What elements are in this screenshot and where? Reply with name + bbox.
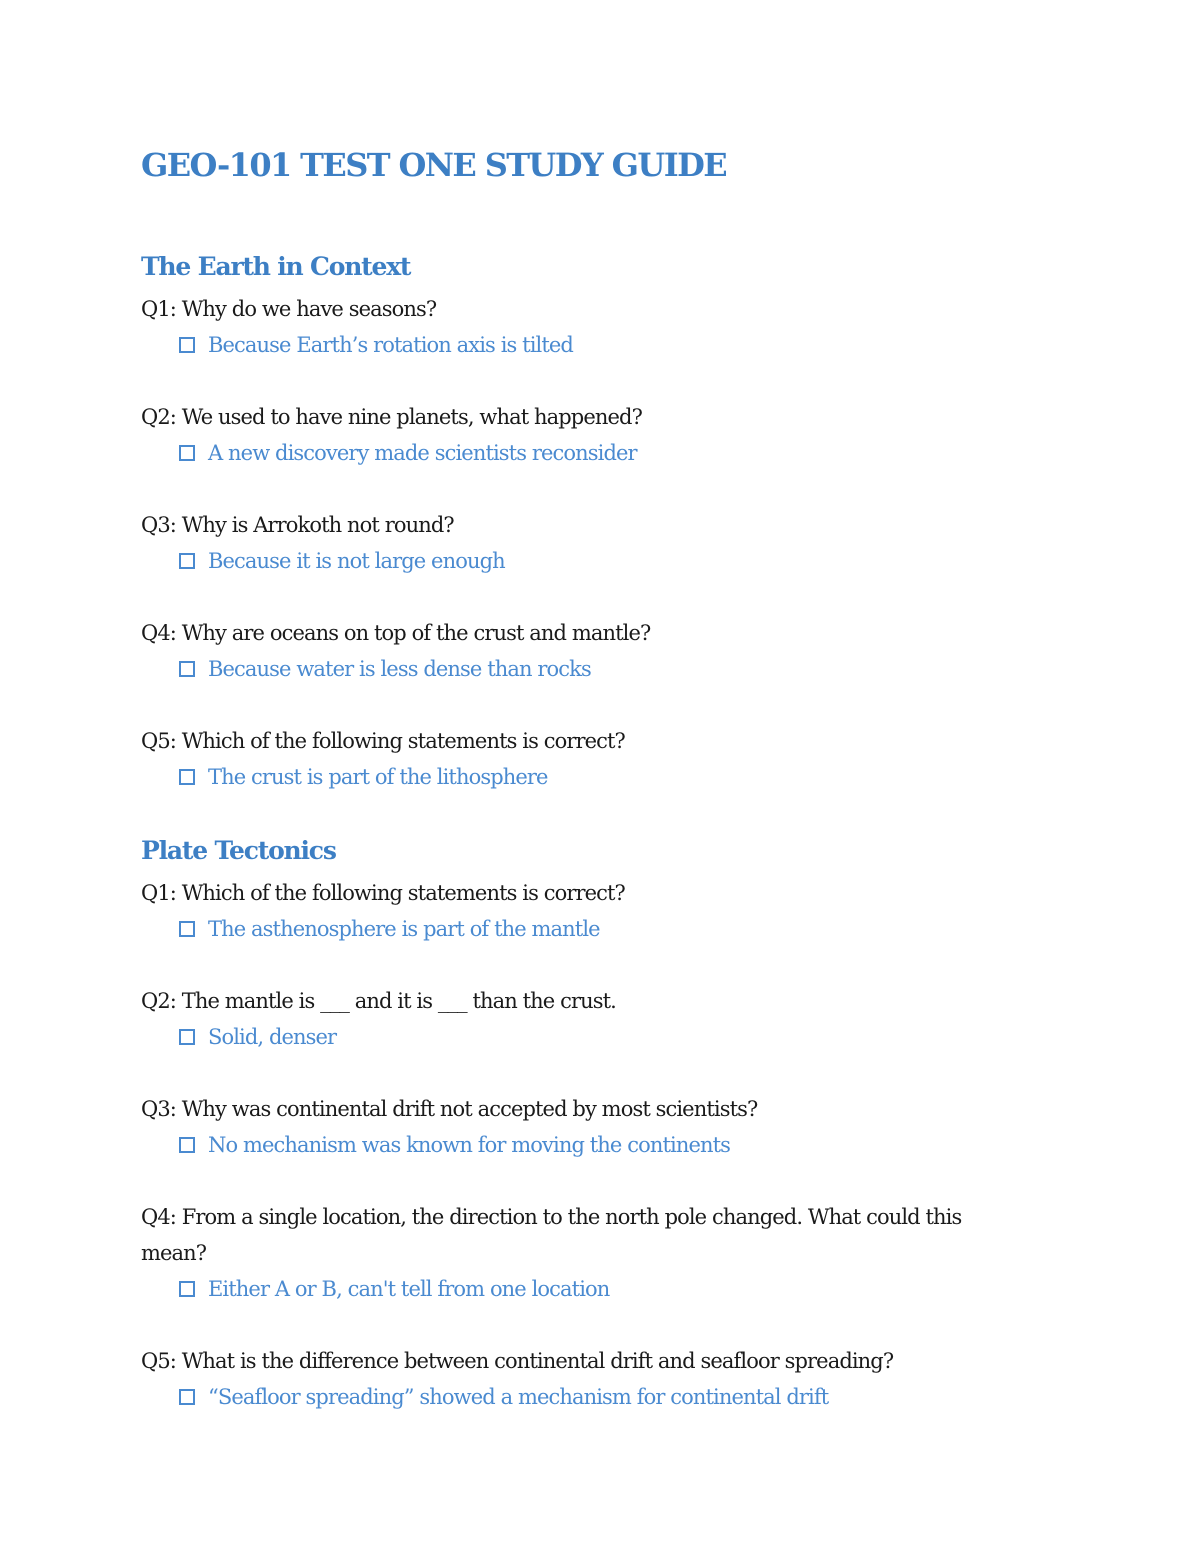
checkbox-icon[interactable]	[179, 445, 195, 461]
checkbox-icon[interactable]	[179, 1029, 195, 1045]
answer-text: “Seafloor spreading” showed a mechanism for continental drift	[208, 1385, 829, 1409]
answer-text: The asthenosphere is part of the mantle	[208, 917, 600, 941]
question-text: Q5: Which of the following statements is correct?	[141, 729, 625, 753]
question-text: Q5: What is the difference between continental drift and seafloor spreading?	[141, 1349, 894, 1373]
question-item	[141, 399, 1041, 471]
question-text: Q2: We used to have nine planets, what happened?	[141, 405, 642, 429]
checkbox-icon[interactable]	[179, 553, 195, 569]
answer-option[interactable]	[179, 1379, 1041, 1415]
checkbox-icon[interactable]	[179, 661, 195, 677]
question-text: Q4: Why are oceans on top of the crust and mantle?	[141, 621, 651, 645]
checkbox-icon[interactable]	[179, 921, 195, 937]
answer-text: Solid, denser	[208, 1025, 337, 1049]
answer-option[interactable]	[179, 1271, 1041, 1307]
question-item	[141, 723, 1041, 795]
document-title: GEO-101 TEST ONE STUDY GUIDE	[141, 146, 727, 184]
answer-text: Because Earth’s rotation axis is tilted	[208, 333, 573, 357]
answer-option[interactable]	[179, 327, 1041, 363]
checkbox-icon[interactable]	[179, 1389, 195, 1405]
question-item	[141, 1343, 1041, 1415]
answer-option[interactable]	[179, 911, 1041, 947]
answer-option[interactable]	[179, 651, 1041, 687]
answer-text: No mechanism was known for moving the continents	[208, 1133, 731, 1157]
answer-text: The crust is part of the lithosphere	[208, 765, 548, 789]
section-heading: Plate Tectonics	[141, 836, 336, 865]
question-text: Q4: From a single location, the direction to the north pole changed. What could this mean?	[141, 1205, 962, 1265]
answer-text: Because it is not large enough	[208, 549, 505, 573]
section-heading: The Earth in Context	[141, 252, 411, 281]
question-item	[141, 1199, 1041, 1307]
answer-option[interactable]	[179, 543, 1041, 579]
section-plate-tectonics	[141, 836, 1041, 1415]
question-item	[141, 875, 1041, 947]
question-text: Q1: Which of the following statements is correct?	[141, 881, 625, 905]
question-text: Q1: Why do we have seasons?	[141, 297, 437, 321]
answer-option[interactable]	[179, 759, 1041, 795]
answer-option[interactable]	[179, 1127, 1041, 1163]
question-item	[141, 615, 1041, 687]
answer-option[interactable]	[179, 1019, 1041, 1055]
question-text: Q2: The mantle is ___ and it is ___ than the crust.	[141, 989, 616, 1013]
checkbox-icon[interactable]	[179, 769, 195, 785]
question-item	[141, 1091, 1041, 1163]
question-text: Q3: Why is Arrokoth not round?	[141, 513, 454, 537]
checkbox-icon[interactable]	[179, 1137, 195, 1153]
answer-text: Either A or B, can't tell from one location	[208, 1277, 610, 1301]
answer-text: Because water is less dense than rocks	[208, 657, 591, 681]
checkbox-icon[interactable]	[179, 1281, 195, 1297]
answer-option[interactable]	[179, 435, 1041, 471]
answer-text: A new discovery made scientists reconsider	[208, 441, 637, 465]
question-text: Q3: Why was continental drift not accepted by most scientists?	[141, 1097, 758, 1121]
question-item	[141, 291, 1041, 363]
section-earth-in-context	[141, 252, 1041, 795]
question-item	[141, 507, 1041, 579]
question-item	[141, 983, 1041, 1055]
checkbox-icon[interactable]	[179, 337, 195, 353]
